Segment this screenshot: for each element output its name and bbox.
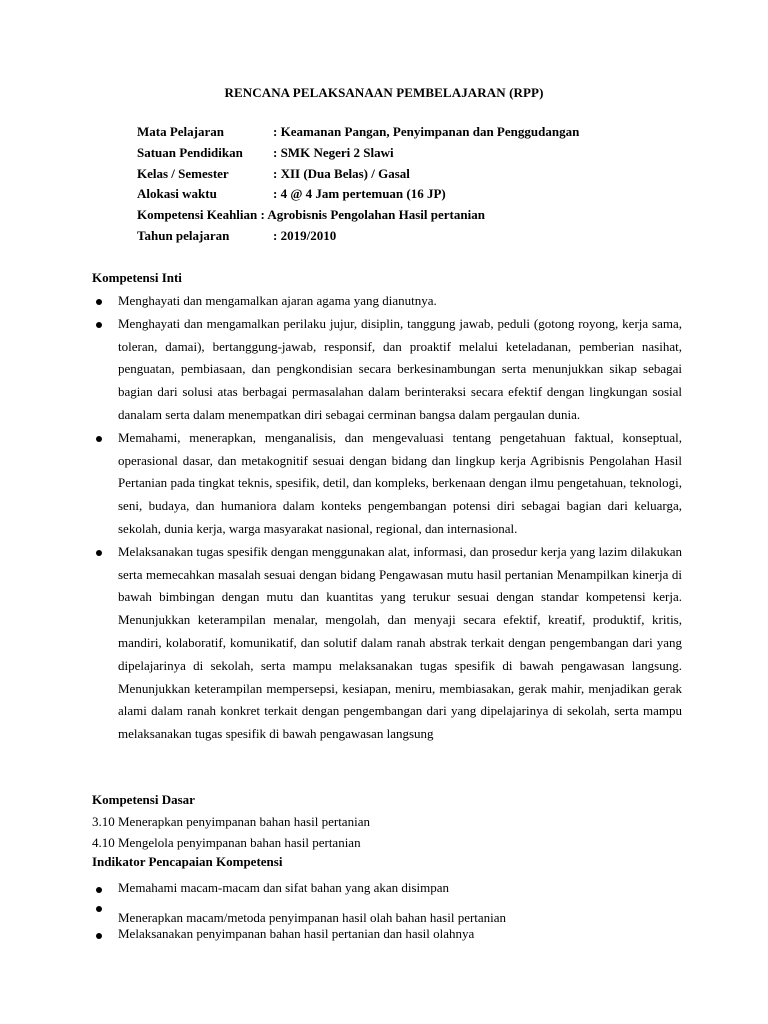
- kompetensi-inti-list: [92, 290, 682, 746]
- document-title: RENCANA PELAKSANAAN PEMBELAJARAN (RPP): [224, 85, 544, 100]
- list-item-text: Memahami, menerapkan, menganalisis, dan mengevaluasi tentang pengetahuan faktual, konseptual, operasional dasar, dan metakognitif sesuai dengan bidang dan lingkup kerja Agribisnis Pengolahan Hasil Pertanian pada tingkat teknis, spesifik, detil, dan kompleks, berkenaan dengan ilmu pengetahuan, teknologi, seni, budaya, dan humaniora dalam konteks pengembangan potensi diri sebagai bagian dari keluarga, sekolah, dunia kerja, warga masyarakat nasional, regional, dan internasional.: [118, 429, 682, 536]
- meta-label: Kompetensi Keahlian : Agrobisnis Pengolahan Hasil pertanian: [137, 207, 485, 223]
- bullet-icon: [96, 887, 102, 893]
- bullet-icon: [96, 550, 102, 556]
- bullet-icon: [96, 299, 102, 305]
- kompetensi-dasar-item: 3.10 Menerapkan penyimpanan bahan hasil pertanian: [92, 814, 370, 829]
- meta-label: Mata Pelajaran: [137, 124, 225, 139]
- kompetensi-dasar-item: 4.10 Mengelola penyimpanan bahan hasil pertanian: [92, 835, 361, 850]
- kompetensi-dasar-heading: Kompetensi Dasar: [92, 792, 195, 807]
- list-item-text: Menghayati dan mengamalkan perilaku jujur, disiplin, tanggung jawab, peduli (gotong royong, kerja sama, toleran, damai), bertanggung-jawab, responsif, dan proaktif melalui keteladanan, pemberian nasihat, penguatan, pembiasaan, dan pengkondisian secara berkesinambungan serta menunjukkan sikap sebagai bagian dari solusi atas berbagai permasalahan dalam berinteraksi secara efektif dengan lingkungan sosial danalam serta dalam menempatkan diri sebagai cerminan bangsa dalam pergaulan dunia.: [118, 315, 682, 422]
- bullet-icon: [96, 933, 102, 939]
- list-item-text: Menghayati dan mengamalkan ajaran agama yang dianutnya.: [118, 293, 437, 308]
- meta-label: Alokasi waktu: [137, 186, 217, 202]
- list-item: [92, 313, 682, 427]
- indikator-item-text: Melaksanakan penyimpanan bahan hasil pertanian dan hasil olahnya: [118, 926, 475, 941]
- kompetensi-inti-heading: Kompetensi Inti: [92, 270, 182, 285]
- indikator-item-text: Menerapkan macam/metoda penyimpanan hasil olah bahan hasil pertanian: [118, 910, 507, 925]
- bullet-icon: [96, 322, 102, 328]
- meta-value: : XII (Dua Belas) / Gasal: [273, 165, 410, 181]
- meta-label: Tahun pelajaran: [137, 227, 230, 243]
- list-item-text: Melaksanakan tugas spesifik dengan menggunakan alat, informasi, dan prosedur kerja yang lazim dilakukan serta memecahkan masalah sesuai dengan bidang Pengawasan mutu hasil pertanian Menampilkan kinerja di bawah bimbingan dengan mutu dan kuantitas yang terukur sesuai dengan standar kompetensi kerja. Menunjukkan keterampilan menalar, mengolah, dan menyaji secara efektif, kreatif, produktif, kritis, mandiri, kolaboratif, komunikatif, dan solutif dalam ranah abstrak terkait dengan pengembangan dari yang dipelajarinya di sekolah, serta mampu melaksanakan tugas spesifik di bawah pengawasan langsung. Menunjukkan keterampilan mempersepsi, kesiapan, meniru, membiasakan, gerak mahir, menjadikan gerak alami dalam ranah konkret terkait dengan pengembangan dari yang dipelajarinya di sekolah, serta mampu melaksanakan tugas spesifik di bawah pengawasan langsung: [118, 543, 682, 742]
- meta-label: Kelas / Semester: [137, 165, 229, 181]
- meta-label: Satuan Pendidikan: [137, 144, 243, 160]
- bullet-icon: [96, 906, 102, 912]
- meta-value: : Keamanan Pangan, Penyimpanan dan Penggudangan: [273, 124, 580, 139]
- list-item: [92, 427, 682, 541]
- meta-value: : SMK Negeri 2 Slawi: [273, 144, 394, 160]
- indikator-item-text: Memahami macam-macam dan sifat bahan yang akan disimpan: [118, 880, 450, 895]
- indikator-heading: Indikator Pencapaian Kompetensi: [92, 854, 283, 869]
- list-item: [92, 541, 682, 746]
- meta-value: : 4 @ 4 Jam pertemuan (16 JP): [273, 186, 446, 202]
- list-item: [92, 290, 682, 313]
- meta-value: : 2019/2010: [273, 227, 337, 243]
- bullet-icon: [96, 436, 102, 442]
